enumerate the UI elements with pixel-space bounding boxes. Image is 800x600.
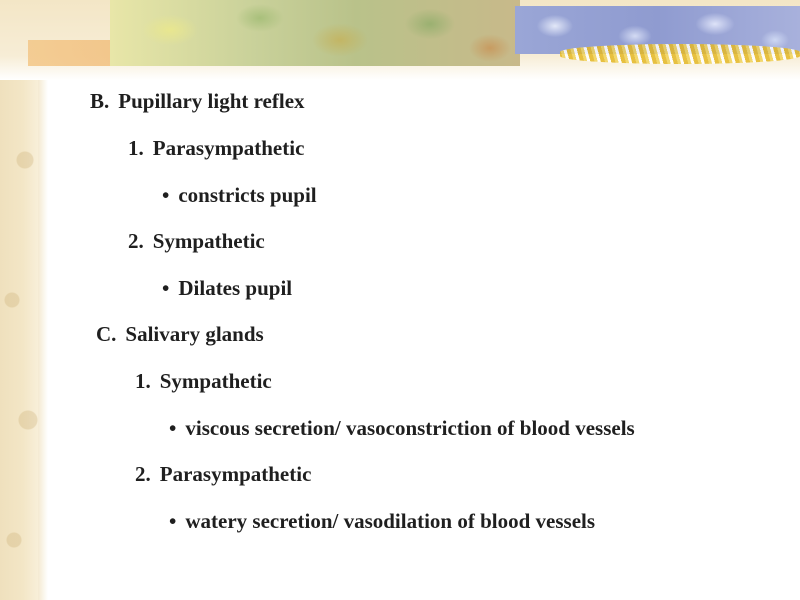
outline-text: viscous secretion/ vasoconstriction of blood vessels <box>185 416 635 440</box>
outline-marker: B. <box>90 89 110 113</box>
outline-text: Parasympathetic <box>159 462 312 486</box>
outline-marker: 1. <box>128 136 144 160</box>
outline-text: Dilates pupil <box>178 276 293 300</box>
outline-heading-salivary <box>96 322 264 347</box>
outline-bullet <box>162 183 317 208</box>
outline-text: watery secretion/ vasodilation of blood vessels <box>185 509 596 533</box>
bullet-icon: • <box>162 183 170 207</box>
outline-text: Salivary glands <box>125 322 264 346</box>
outline-subheading <box>135 369 272 394</box>
bullet-icon: • <box>169 416 177 440</box>
outline-subheading <box>128 229 265 254</box>
outline-text: Sympathetic <box>152 229 265 253</box>
outline-text: Parasympathetic <box>152 136 305 160</box>
outline-marker: 2. <box>128 229 144 253</box>
outline-text: Sympathetic <box>159 369 272 393</box>
bullet-icon: • <box>162 276 170 300</box>
outline-marker: 1. <box>135 369 151 393</box>
outline-bullet <box>162 276 292 301</box>
outline-subheading <box>135 462 311 487</box>
outline-bullet <box>169 416 635 441</box>
bullet-icon: • <box>169 509 177 533</box>
outline-bullet <box>169 509 595 534</box>
outline-heading-pupillary <box>90 89 305 114</box>
outline-subheading <box>128 136 304 161</box>
outline-text: constricts pupil <box>178 183 317 207</box>
outline-text: Pupillary light reflex <box>118 89 305 113</box>
outline-marker: C. <box>96 322 117 346</box>
outline-marker: 2. <box>135 462 151 486</box>
